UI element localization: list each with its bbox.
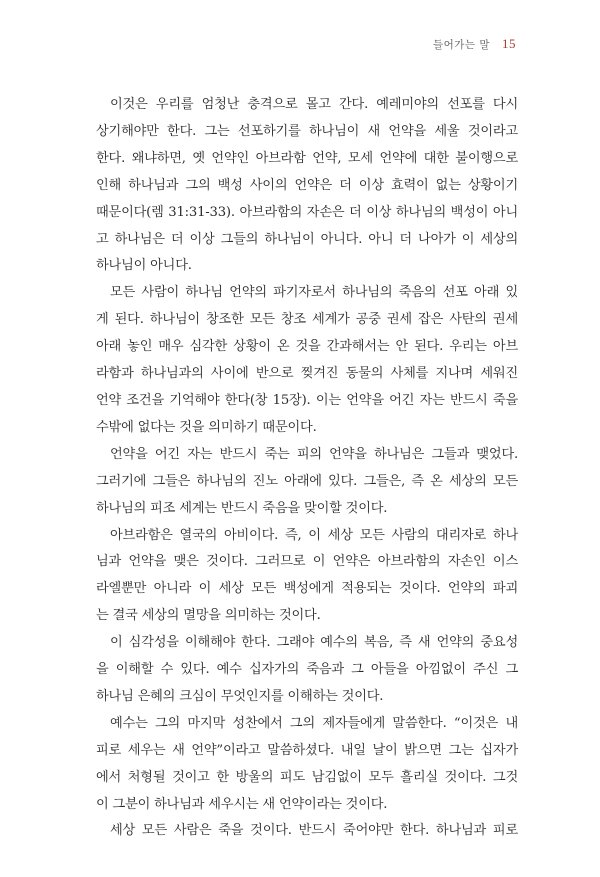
text-line: 피로 세우는 새 언약”이라고 말씀하셨다. 내일 날이 밝으면 그는 십자가 [96, 742, 518, 758]
text-line: 게 된다. 하나님이 창조한 모든 창조 세계가 공중 권세 잡은 사탄의 권세 [96, 312, 518, 328]
text-line: 세상 모든 사람은 죽을 것이다. 반드시 죽어야만 한다. 하나님과 피로 [110, 823, 518, 839]
text-line: 을 이해할 수 있다. 예수 십자가의 죽음과 그 아들을 아낌없이 주신 그 [96, 662, 518, 678]
text-line: 고 하나님은 더 이상 그들의 하나님이 아니다. 아니 더 나아가 이 세상의 [96, 231, 518, 247]
text-line: 수밖에 없다는 것을 의미하기 때문이다. [96, 419, 317, 435]
body-text [96, 92, 518, 845]
text-line: 에서 처형될 것이고 한 방울의 피도 남김없이 모두 흘리실 것이다. 그것 [96, 769, 518, 785]
text-line: 하나님의 피조 세계는 반드시 죽음을 맞이할 것이다. [96, 500, 388, 516]
text-line: 이 그분이 하나님과 세우시는 새 언약이라는 것이다. [96, 796, 388, 812]
text-line: 이 심각성을 이해해야 한다. 그래야 예수의 복음, 즉 새 언약의 중요성 [110, 635, 518, 651]
text-line: 는 결국 세상의 멸망을 의미하는 것이다. [96, 608, 321, 624]
text-line: 언약을 어긴 자는 반드시 죽는 피의 언약을 하나님은 그들과 맺었다. [110, 446, 518, 462]
text-line: 아브라함은 열국의 아비이다. 즉, 이 세상 모든 사람의 대리자로 하나 [110, 527, 518, 543]
text-line: 아래 놓인 매우 심각한 상황이 온 것을 간과해서는 안 된다. 우리는 아브 [96, 339, 518, 355]
text-line: 하나님이 아니다. [96, 258, 192, 274]
text-line: 이것은 우리를 엄청난 충격으로 몰고 간다. 예레미야의 선포를 다시 [110, 97, 518, 112]
chapter-title: 들어가는 말 [432, 39, 490, 51]
page-number: 15 [502, 36, 516, 51]
text-line: 때문이다(렘 31:31-33). 아브라함의 자손은 더 이상 하나님의 백성이 아니 [96, 204, 518, 220]
text-line: 라엘뿐만 아니라 이 세상 모든 백성에게 적용되는 것이다. 언약의 파괴 [96, 581, 518, 597]
text-line: 상기해야만 한다. 그는 선포하기를 하나님이 새 언약을 세울 것이라고 [96, 123, 518, 139]
running-head [433, 36, 516, 52]
text-line: 언약 조건을 기억해야 한다(창 15장). 이는 언약을 어긴 자는 반드시 죽을 [96, 392, 518, 408]
text-line: 하나님 은혜의 크심이 무엇인지를 이해하는 것이다. [96, 688, 384, 704]
text-line: 예수는 그의 마지막 성찬에서 그의 제자들에게 말씀한다. “이것은 내 [110, 715, 518, 731]
text-line: 그러기에 그들은 하나님의 진노 아래에 있다. 그들은, 즉 온 세상의 모든 [96, 473, 518, 489]
text-line: 라함과 하나님과의 사이에 반으로 찢겨진 동물의 사체를 지나며 세워진 [96, 366, 518, 382]
text-line: 인해 하나님과 그의 백성 사이의 언약은 더 이상 효력이 없는 상황이기 [96, 177, 518, 193]
text-line: 모든 사람이 하나님 언약의 파기자로서 하나님의 죽음의 선포 아래 있 [110, 285, 518, 301]
text-line: 님과 언약을 맺은 것이다. 그러므로 이 언약은 아브라함의 자손인 이스 [96, 554, 518, 570]
text-line: 한다. 왜냐하면, 옛 언약인 아브라함 언약, 모세 언약에 대한 불이행으로 [96, 150, 518, 166]
